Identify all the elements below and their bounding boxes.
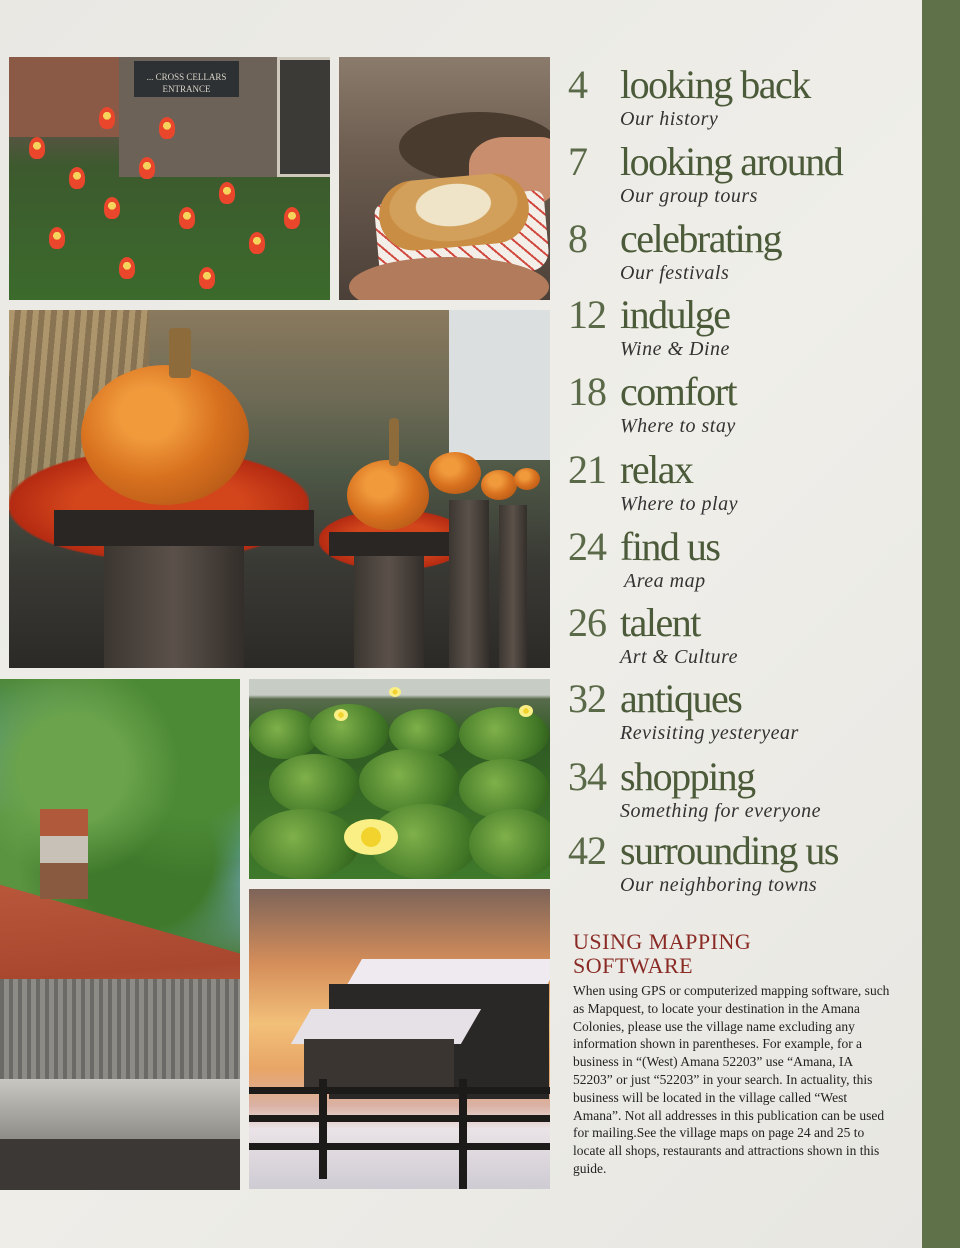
fence-post [459,1079,467,1189]
fence-rail [249,1087,550,1094]
barn-siding [0,979,240,1089]
lily-pad [469,809,550,879]
toc-title: comfort [620,369,737,414]
pumpkin-stem [389,418,399,466]
post [499,505,527,668]
flower [284,207,300,229]
cupola [40,809,88,899]
photo-sandwich [339,57,550,300]
toc-entry[interactable] [568,445,918,521]
pumpkin [347,460,429,530]
toc-title: antiques [620,676,742,721]
toc-page-number: 8 [568,216,587,261]
toc-entry[interactable] [568,674,918,750]
pumpkin [429,452,481,494]
toc-subtitle: Revisiting yesteryear [620,722,799,744]
flower [199,267,215,289]
pumpkin [81,365,249,505]
toc-subtitle: Where to play [620,493,738,515]
toc-title: relax [620,447,693,492]
toc-page-number: 4 [568,62,587,107]
toc-subtitle: Our festivals [620,262,730,284]
fence [249,1079,550,1189]
toc-entry[interactable] [568,522,918,598]
toc-subtitle: Something for everyone [620,800,821,822]
toc-title: surrounding us [620,828,838,873]
toc-subtitle: Our history [620,108,719,130]
post-cap [329,532,449,556]
toc-title: celebrating [620,216,782,261]
toc-page-number: 34 [568,754,606,799]
toc-page-number: 42 [568,828,606,873]
flower [159,117,175,139]
flower [179,207,195,229]
toc-entry[interactable] [568,752,918,828]
fence-rail [249,1143,550,1150]
toc-page-number: 21 [568,447,606,492]
lily-pad [249,809,359,879]
toc-page-number: 26 [568,600,606,645]
lily-pad [309,704,389,759]
pumpkin [514,468,540,490]
photo-pumpkins [9,310,550,668]
lily-flower [334,709,348,721]
post [104,546,244,668]
flower [139,157,155,179]
toc-entry[interactable] [568,367,918,443]
flower [69,167,85,189]
toc-subtitle: Wine & Dine [620,338,730,360]
mapping-heading-line: USING MAPPING [573,929,752,954]
flower [249,232,265,254]
toc-title: shopping [620,754,755,799]
post [354,556,424,668]
photo-snow-barn [249,889,550,1189]
toc-subtitle: Our group tours [620,185,758,207]
fence-rail [249,1115,550,1122]
toc-subtitle: Our neighboring towns [620,874,818,896]
lily-flower [519,705,533,717]
sky [449,310,550,460]
window [277,57,330,177]
lily-pad [269,754,359,814]
mapping-body-text: When using GPS or computerized mapping software, such as Mapquest, to locate your destination in the Amana Colonies, please use the village name excluding any information shown in parentheses. For example, for a business in “(West) Amana 52203” use “Amana, IA 52203” or just “52203” in your search. In actuality, this business will be located in the village called “West Amana”. Not all addresses in this publication can be used for mailing.See the village maps on page 24 and 25 to locate all shops, restaurants and attractions shown in this guide. [573,983,890,1176]
toc-page-number: 18 [568,369,606,414]
flower [29,137,45,159]
side-accent-bar [922,0,960,1248]
toc-title: find us [620,524,720,569]
toc-entry[interactable] [568,214,918,290]
pumpkin-stem [169,328,191,378]
flower [99,107,115,129]
toc-page-number: 7 [568,139,587,184]
post-cap [54,510,314,546]
photo-barn [0,679,240,1190]
toc-title: indulge [620,292,730,337]
toc-page-number: 12 [568,292,606,337]
flower [119,257,135,279]
photo-lily-pads [249,679,550,879]
toc-page-number: 32 [568,676,606,721]
toc-title: looking back [620,62,810,107]
toc-title: talent [620,600,700,645]
post [449,500,489,668]
lower-roof [0,1079,240,1139]
lily-flower [389,687,401,697]
toc-subtitle: Where to stay [620,415,736,437]
toc-entry[interactable] [568,137,918,213]
toc-subtitle: Art & Culture [620,646,738,668]
toc-entry[interactable] [568,598,918,674]
flower [219,182,235,204]
toc-entry[interactable] [568,60,918,136]
toc-subtitle: Area map [624,570,706,592]
photo-flowers [9,57,330,300]
mapping-heading-line: SOFTWARE [573,953,694,978]
toc-page-number: 24 [568,524,606,569]
toc-entry[interactable] [568,290,918,366]
cellar-sign: ... CROSS CELLARS ENTRANCE [134,61,239,97]
flower [49,227,65,249]
toc-entry[interactable] [568,826,918,902]
flower [104,197,120,219]
lily-flower [344,819,398,855]
mapping-heading [573,930,823,978]
lily-pad [459,707,549,762]
fence-post [319,1079,327,1179]
toc-title: looking around [620,139,843,184]
barn-base [0,1139,240,1190]
pumpkin [481,470,517,500]
